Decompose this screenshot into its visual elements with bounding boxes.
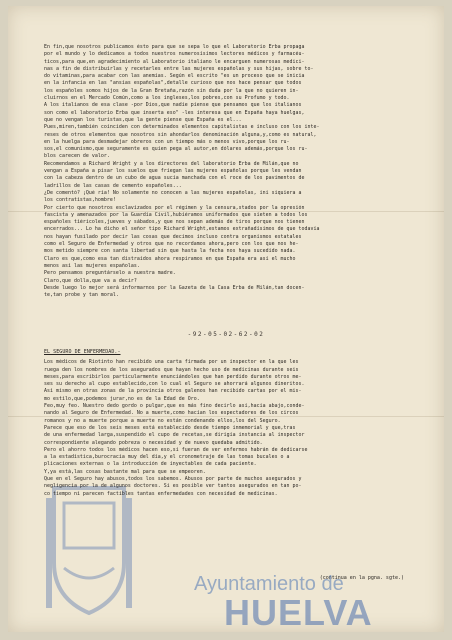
text-line: en la infancia en las "ansias españolas",detalle curioso que nos hace pensar que todos [44, 80, 302, 87]
article-top-text [44, 44, 422, 299]
continue-note: (continua en la pgna. sgte.) [319, 575, 404, 581]
text-line: con la cabeza dentro de un cubo de agua sucia manchada con el roce de los pavimentos de [44, 175, 305, 182]
text-line: cluirnos en el Mercado Común,como a los ingleses,los pobres,con su Profumo y todo. [44, 95, 290, 102]
text-line: ¿De comentó? ¡Qué ria! No solamente no conocen a las mujeres españolas, ini siquiera a [44, 189, 302, 196]
text-line: son como el laboratorio Erba que inserta eso" -les interesa que en España haya huelgas, [44, 109, 305, 116]
text-line: En fin,que nosotros publicamos ésto para que se sepa lo que el Laboratorio Erba propaga [44, 44, 305, 50]
text-line: A los italianos de esa clase -por Dios,que nadie piense que pensamos que los italianos [44, 102, 302, 109]
text-line: Feo,muy feo. Nuestro dedo gordo o pulgar,que es más fino decirlo así,hacia abajo,conde- [44, 403, 305, 410]
text-line: ticos,para que,en agradecimiento al Laboratorio italiano le encarguen numerosas medici- [44, 58, 305, 65]
text-line: plicaciones externas o la introducción de inyectables de cada paciente. [44, 461, 257, 468]
text-line: por el mundo y lo dedicamos a todos nuestros numerosísimos lectores médicos y farmacéu- [44, 51, 305, 58]
text-line: romanos y no a muerte porque a muerte no están condenando ellos,los del Seguro. [44, 417, 281, 424]
text-line: Así mismo en otras zonas de la provincia otros galenos han recibido cartas por el mis- [44, 388, 302, 395]
article-seguro [44, 349, 422, 498]
dateline: -92-05-02-62-02 [187, 331, 265, 338]
text-line: nas a fin de distribuirlas y recetarles entre las mujeres españolas y sus hijas, sobre to- [44, 65, 314, 72]
text-line: encerrados... Lo ha dicho el señor tipo Richard Wright,estamos extrañadísimos de que todavía [44, 226, 320, 233]
section-heading: EL SEGURO DE ENFERMEDAD.- [44, 349, 121, 355]
text-line: nando al Seguro de Enfermedad. No a muerte,como hacían los espectadores de los circos [44, 410, 299, 417]
text-line: Parece que eso de los seis meses está establecido desde tiempo inmemorial y que,tras [44, 424, 296, 431]
text-line: a la estadística,burocracia muy del día,y el cronometraje de las tomas bucales o a [44, 454, 290, 461]
text-line: nos hayan fusilado por decir las cosas que decimos incluso contra organismos estatales [44, 233, 302, 240]
text-line: meses,para escribirlos particularmente enunciándoles que han perdido durante otros me- [44, 373, 302, 380]
text-line: españoles tiéricoles,jueves y sábados,y que nos sepan además de tiros porque nos tienen [44, 219, 305, 226]
text-line: fascista y amenazados por la Guardia Civil,hubiéramos uniformados que sieten a todos los [44, 211, 308, 218]
text-line: los contratistas,hombre! [44, 197, 116, 204]
text-line: Claro es que,como esa tan distraídos ahora respiramos en que España era así el mucho [44, 255, 296, 262]
text-line: te,tan probe y tan moral. [44, 292, 119, 299]
text-line: mo estilo,que,podemos jurar,no es de la Edad de Oro. [44, 395, 200, 402]
watermark-organization: Ayuntamiento de [194, 573, 344, 595]
article-bottom-lines [44, 359, 422, 498]
text-line: Pero el ahorro todos los médicos hacen eso,si fueran de ver enfermos habrán de dedicarse [44, 446, 308, 453]
text-line: Claro,que dolla,que va a decir? [44, 277, 137, 284]
text-line: Y,ya está,las cosas bastante mal para que se empeoren. [44, 468, 206, 475]
text-line: reses de otros elementos que nosotros sin ahondarlos denominación alguna,y,como es natural, [44, 131, 317, 138]
text-line: los españoles somos hijos de la Gran Bretaña,razón sin duda por la que no quieren in- [44, 87, 299, 94]
watermark-city: HUELVA [224, 592, 373, 633]
text-line: Los médicos de Riotinto han recibido una carta firmada por un inspector en la que les [44, 359, 299, 366]
text-line: que no vengan los turistas,que la gente piense que España es el... [44, 116, 242, 123]
text-line: vengan a España a pisar los suelos que friegan las mujeres españolas porque les vendan [44, 168, 302, 175]
text-line: do vitaminas,para acabar con las anemias. Según el escrito "es un proceso que se inicia [44, 73, 305, 80]
text-line: Pues,miren,también coinciden con determinados elementos capitalistas e incluso con los inte- [44, 124, 320, 131]
text-line: Por cierto que nosotros esclavizados por el régimen y la censura,stados por la opresión [44, 204, 305, 211]
text-line: ruega den los nombres de los asegurados que hayan hecho uso de medicinas durante seis [44, 366, 299, 373]
text-line: menos así las mujeres españolas. [44, 262, 140, 269]
text-line: como el Seguro de Enfermedad y otros que no recordamos ahora,pero con los que nos he- [44, 241, 299, 248]
text-line: en la huelga para desmadejar obreros con un tiempo más o menos vivo,porque los ru- [44, 138, 290, 145]
document-page [8, 6, 444, 632]
text-line: co tiempo ni parecen factibles tantas enfermedades con necesidad de medicinas. [44, 490, 278, 497]
text-line: de una enfermedad larga,suspendido el cupo de recetas,se dirigía instancia al inspector [44, 432, 305, 439]
text-line: Que en el Seguro hay abusos,todos los sabemos. Abusos por parte de muchos asegurados y [44, 476, 302, 483]
text-line: blos carecen de valor. [44, 153, 110, 160]
text-line: Pero pensamos preguntárselo a nuestra madre. [44, 270, 176, 277]
text-line: Desde luego lo mejor será informarnos por la Gazeta de la Casa Erba de Milán,tan docen- [44, 284, 305, 291]
text-line: ladrillos de las casas de cemento españoles... [44, 182, 182, 189]
text-line: Recomendamos a Richard Wright y a los directores del laboratorio Erba de Milán,que no [44, 160, 299, 167]
text-line: mos metido siempre con santa libertad sin que hasta la fecha nos haya sucedido nada. [44, 248, 296, 255]
text-line: correspondiente alegando pobreza o necesidad y de nuevo quedaba admitido. [44, 439, 263, 446]
text-line: negligencia por la de algunos doctores. Si es posible ver tantos asegurados en tan po- [44, 483, 302, 490]
text-line: ses su derecho al cupo establecido,con lo cual el Seguro se ahorrará algunos dineritos. [44, 381, 305, 388]
text-line: sos,el comunismo,que seguramente es quien pega al autor,en dólares además,porque los ru- [44, 146, 308, 153]
